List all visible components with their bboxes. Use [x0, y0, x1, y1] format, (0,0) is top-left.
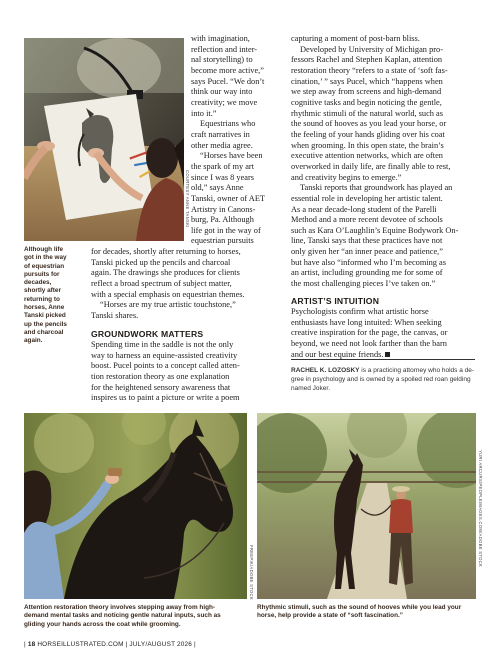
- footer-site-issue: HORSEILLUSTRATED.COM | JULY/AUGUST 2026 |: [37, 641, 196, 648]
- photo-caption-grooming: Attention restoration theory involves stepping away from high- demand mental tasks and noticing gentle natural inputs, such as gliding your hands across the coat while grooming.: [24, 604, 221, 628]
- photo-credit-tanski: COURTESY ANNE TANSKI: [185, 170, 190, 228]
- grooming-horse-photo: [24, 413, 247, 599]
- body-text-intuition: Psychologists confirm what artistic horse enthusiasts have long intuited: When seeking creative inspiration for the page, the canvas, or beyond, we need not look farther than the barn and our best equine friends.: [291, 307, 448, 359]
- body-text-col3: capturing a moment of post-barn bliss. Developed by University of Michigan pro- fessors Rachel and Stephen Kaplan, attention restoration theory “refers to a state of ‘soft fas- cination,’ ” says Pucel, which “happens when we step away from screens and high-demand cognitive tasks and begin noticing the gentle, rhythmic stimuli of the natural world, such as the sound of hooves as you lead your horse, or the feeling of your hands gliding over his coat when grooming. In this open state, the brain’s executive attention networks, which are often overworked in daily life, are finally able to rest, and creativity begins to emerge.” Tanski reports that groundwork has played an essential role in developing her artistic talent. As a near decade-long student of the Parelli Method and a more recent devotee of schools such as Kara O’Laughlin’s Equine Bodywork On- line, Tanski says that these practices have not only given her “an inner peace and patience,” but have also “informed who I’m becoming as an artist, including grounding me for some of the most challenging pieces I’ve taken on.”: [291, 34, 459, 289]
- author-name: RACHEL K. LOZOSKY: [291, 367, 360, 374]
- body-text-col2-lower: for decades, shortly after returning to horses, Tanski picked up the pencils and charcoal again. The drawings she produces for clients reflect a broad spectrum of subject matter, with a special emphasis on equestrian themes. “Horses are my true artistic touchstone,” Tanski shares.: [91, 247, 245, 320]
- body-text-groundwork: Spending time in the saddle is not the only way to harness an equine-assisted creativity boost. Pucel points to a concept called atten- tion restoration theory as one explanation for the heightened sensory awareness that inspires us to paint a picture or write a poem: [91, 340, 240, 403]
- photo-caption-artist: Although life got in the way of equestrian pursuits for decades, shortly after returning to horses, Anne Tanski picked up the pencils and charcoal again.: [24, 246, 67, 345]
- subhead-groundwork-matters: GROUNDWORK MATTERS: [91, 329, 204, 339]
- photo-credit-arcurs: YURI ARCURS/PEOPLEIMAGES.COM/ADOBE STOCK: [478, 450, 483, 568]
- artist-drawing-photo: [24, 38, 184, 241]
- photo-credit-freepik: FREEPIK/ADOBE STOCK: [249, 545, 254, 600]
- photo-caption-leading: Rhythmic stimuli, such as the sound of hooves while you lead your horse, help provide a state of “soft fascination.”: [257, 604, 462, 620]
- end-of-article-mark: [385, 352, 390, 357]
- bio-divider: [291, 359, 475, 360]
- subhead-artists-intuition: ARTIST’S INTUITION: [291, 296, 380, 306]
- page-number: 18: [27, 641, 36, 648]
- page-footer: | 18 HORSEILLUSTRATED.COM | JULY/AUGUST 2026 |: [24, 641, 196, 648]
- leading-horse-photo: [257, 413, 476, 599]
- author-bio: RACHEL K. LOZOSKY is a practicing attorney who holds a de- gree in psychology and is owned by a spoiled red roan gelding named Joker.: [291, 367, 475, 392]
- body-text-col2-upper: with imagination, reflection and inter- nal storytelling) to become more active,” says Pucel. “We don’t think our way into creativity; we move into it.” Equestrians who craft narratives in other media agree. “Horses have been the spark of my art since I was 8 years old,” says Anne Tanski, owner of AET Artistry in Canons- burg, Pa. Although life got in the way of equestrian pursuits: [191, 34, 266, 246]
